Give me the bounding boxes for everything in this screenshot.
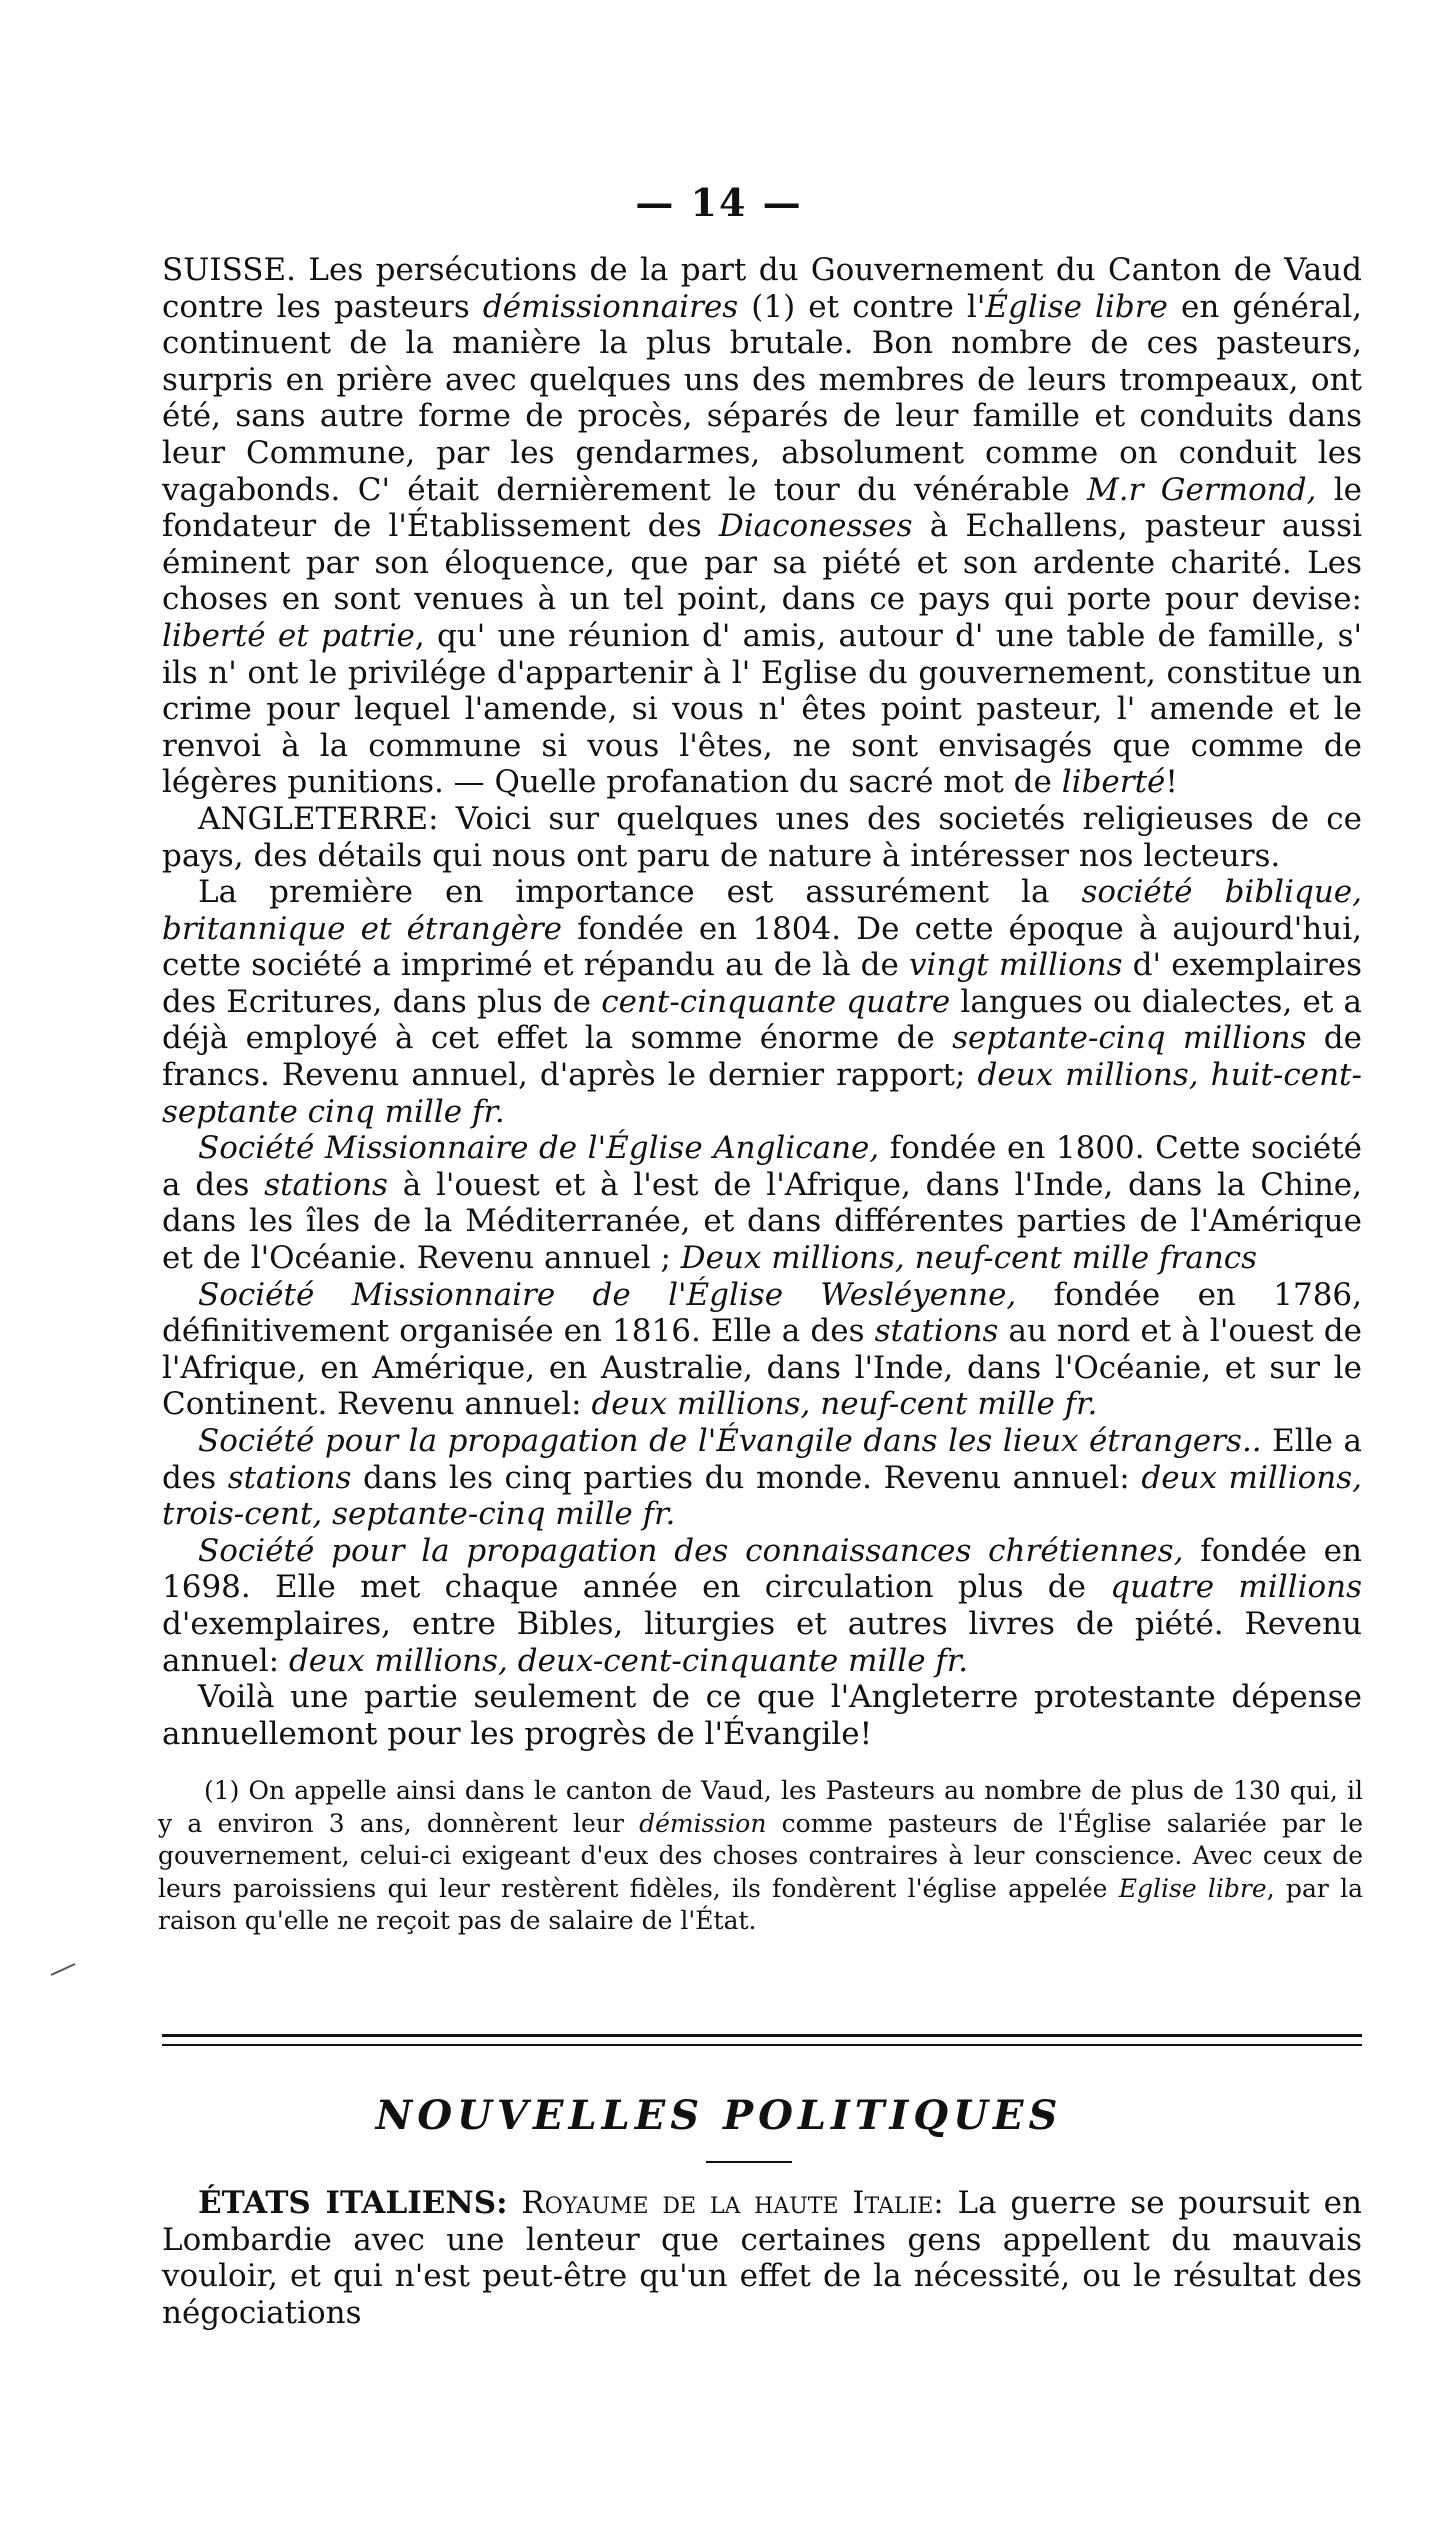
footnote-text: (1) On appelle ainsi dans le canton de Vaud, les Pasteurs au nombre de plus de 130 qui, il y a environ 3 ans, donnèrent leur démission comme pasteurs de l'Église salariée par le gouvernement, celui-ci exigeant d'eux des choses contraires à leur conscience. Avec ceux de leurs paroissiens qui leur restèrent fidèles, ils fondèrent l'église appelée Eglise libre, par la raison qu'elle ne reçoit pas de salaire de l'État. bbox=[158, 1776, 1364, 1935]
main-article bbox=[162, 252, 1362, 1752]
section-divider-thin bbox=[162, 2044, 1362, 2046]
paragraph-angleterre: ANGLETERRE: Voici sur quelques unes des societés religieuses de ce pays, des détails qui nous ont paru de nature à intéresser nos lecteurs. bbox=[162, 800, 1362, 874]
section-divider-thick bbox=[162, 2034, 1362, 2037]
paragraph-suisse: SUISSE. Les persécutions de la part du Gouvernement du Canton de Vaud contre les pasteurs démissionnaires (1) et contre l'Église libre en général, continuent de la manière la plus brutale. Bon nombre de ces pasteurs, surpris en prière avec quelques uns des membres de leurs trompeaux, ont été, sans autre forme de procès, séparés de leur famille et conduits dans leur Commune, par les gendarmes, absolument comme on conduit les vagabonds. C' était dernièrement le tour du vénérable M.r Germond, le fondateur de l'Établissement des Diaconesses à Echallens, pasteur aussi éminent par son éloquence, que par sa piété et son ardente charité. Les choses en sont venues à un tel point, dans ce pays qui porte pour devise: liberté et patrie, qu' une réunion d' amis, autour d' une table de famille, s' ils n' ont le privilége d'appartenir à l' Eglise du gouvernement, constitue un crime pour lequel l'amende, si vous n' êtes point pasteur, l' amende et le renvoi à la commune si vous l'êtes, ne sont envisagés que comme de légères punitions. — Quelle profanation du sacré mot de liberté! bbox=[162, 252, 1362, 801]
country-heading: SUISSE. bbox=[162, 252, 297, 288]
paragraph-societe-wesleyenne: Société Missionnaire de l'Église Wesléyenne, fondée en 1786, définitivement organisée en 1816. Elle a des stations au nord et à l'ouest de l'Afrique, en Amérique, en Australie, dans l'Inde, dans l'Océanie, et sur le Continent. Revenu annuel: deux millions, neuf-cent mille fr. bbox=[162, 1276, 1362, 1423]
politics-article bbox=[162, 2185, 1362, 2331]
section-title: NOUVELLES POLITIQUES bbox=[375, 2092, 1063, 2139]
paragraph-etats-italiens: ÉTATS ITALIENS: Royaume de la haute Italie: La guerre se poursuit en Lombardie avec une lenteur que certaines gens appellent du mauvais vouloir, et qui n'est peut-être qu'un effet de la nécessité, ou le résultat des négociations bbox=[162, 2185, 1362, 2331]
paragraph-societe-biblique: La première en importance est assurément la société biblique, britannique et étrangère fondée en 1804. De cette époque à aujourd'hui, cette société a imprimé et répandu au de là de vingt millions d' exemplaires des Ecritures, dans plus de cent-cinquante quatre langues ou dialectes, et a déjà employé à cet effet la somme énorme de septante-cinq millions de francs. Revenu annuel, d'après le dernier rapport; deux millions, huit-cent-septante cinq mille fr. bbox=[162, 874, 1363, 1130]
country-heading: ANGLETERRE: bbox=[198, 800, 439, 837]
title-underline bbox=[706, 2161, 792, 2163]
paragraph-societe-connaissances: Société pour la propagation des connaissances chrétiennes, fondée en 1698. Elle met chaque année en circulation plus de quatre millions d'exemplaires, entre Bibles, liturgies et autres livres de piété. Revenu annuel: deux millions, deux-cent-cinquante mille fr. bbox=[162, 1532, 1362, 1679]
country-heading: ÉTATS ITALIENS: bbox=[198, 2185, 508, 2221]
paragraph-societe-anglicane: Société Missionnaire de l'Église Anglicane, fondée en 1800. Cette société a des stations à l'ouest et à l'est de l'Afrique, dans l'Inde, dans la Chine, dans les îles de la Méditerranée, et dans différentes parties de l'Amérique et de l'Océanie. Revenu annuel ; Deux millions, neuf-cent mille francs bbox=[162, 1130, 1362, 1277]
paragraph-societe-propagation-evangile: Société pour la propagation de l'Évangile dans les lieux étrangers.. Elle a des stations dans les cinq parties du monde. Revenu annuel: deux millions, trois-cent, septante-cinq mille fr. bbox=[162, 1423, 1363, 1533]
footnote bbox=[158, 1775, 1363, 1938]
paragraph-conclusion: Voilà une partie seulement de ce que l'Angleterre protestante dépense annuellemont pour les progrès de l'Évangile! bbox=[162, 1679, 1362, 1752]
page-number: — 14 — bbox=[635, 180, 803, 225]
stray-pen-mark bbox=[50, 1962, 76, 1976]
